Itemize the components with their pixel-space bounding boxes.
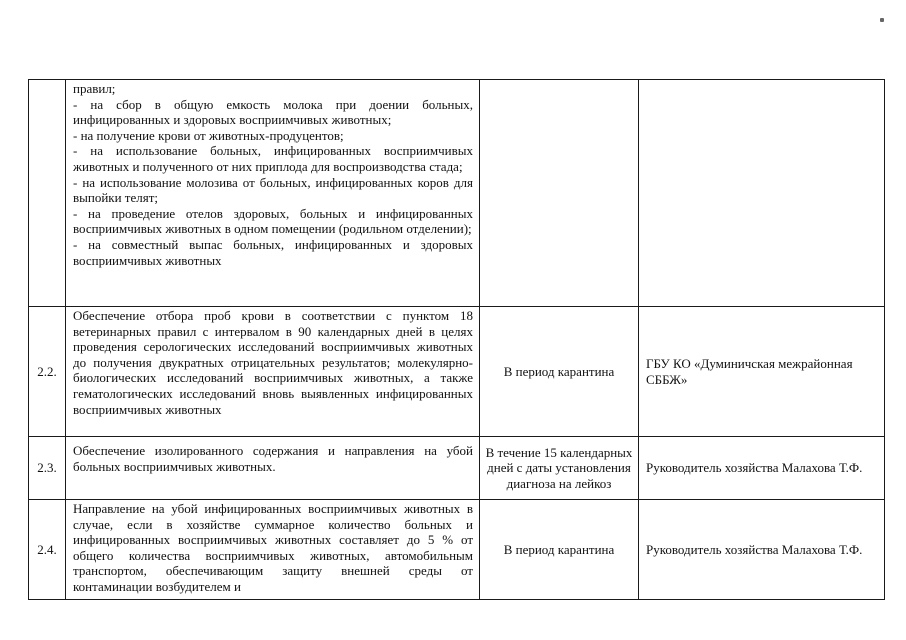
row-number xyxy=(29,80,66,307)
table-row xyxy=(29,500,885,600)
responsible-text xyxy=(639,80,885,307)
measure-text: Обеспечение отбора проб крови в соответствии с пунктом 18 ветеринарных правил с интервалом в 90 календарных дней в целях проведения серологических исследований восприимчивых животных до получения двукратных отрицательных результатов; молекулярно-биологических исследований восприимчивых животных, а также гематологических исследований вновь выявленных инфицированных восприимчивых животных xyxy=(66,307,480,437)
measure-text: Обеспечение изолированного содержания и направления на убой больных восприимчивых животных. xyxy=(66,437,480,500)
row-number: 2.3. xyxy=(29,437,66,500)
measure-text: правил; - на сбор в общую емкость молока при доении больных, инфицированных и здоровых восприимчивых животных; - на получение крови от животных-продуцентов; - на использование больных, инфицированных восприимчивых животных и полученного от них приплода для воспроизводства стада; - на использование молозива от больных, инфицированных коров для выпойки телят; - на проведение отелов здоровых, больных и инфицированных восприимчивых животных в одном помещении (родильном отделении); - на совместный выпас больных, инфицированных и здоровых восприимчивых животных xyxy=(66,80,480,307)
table-row xyxy=(29,80,885,307)
row-number: 2.4. xyxy=(29,500,66,600)
table-row xyxy=(29,437,885,500)
row-number: 2.2. xyxy=(29,307,66,437)
term-text: В период карантина xyxy=(480,500,639,600)
measures-table xyxy=(28,79,885,600)
measure-text: Направление на убой инфицированных восприимчивых животных в случае, если в хозяйстве суммарное количество больных и инфицированных восприимчивых животных составляет до 5 % от общего количества восприимчивых животных, автомобильным транспортом, обеспечивающим защиту внешней среды от контаминации возбудителем и xyxy=(66,500,480,600)
responsible-text: Руководитель хозяйства Малахова Т.Ф. xyxy=(639,437,885,500)
responsible-text: ГБУ КО «Думиничская межрайонная СББЖ» xyxy=(639,307,885,437)
responsible-text: Руководитель хозяйства Малахова Т.Ф. xyxy=(639,500,885,600)
scan-dot xyxy=(880,18,884,22)
term-text: В течение 15 календарных дней с даты установления диагноза на лейкоз xyxy=(480,437,639,500)
term-text xyxy=(480,80,639,307)
term-text: В период карантина xyxy=(480,307,639,437)
table-row xyxy=(29,307,885,437)
